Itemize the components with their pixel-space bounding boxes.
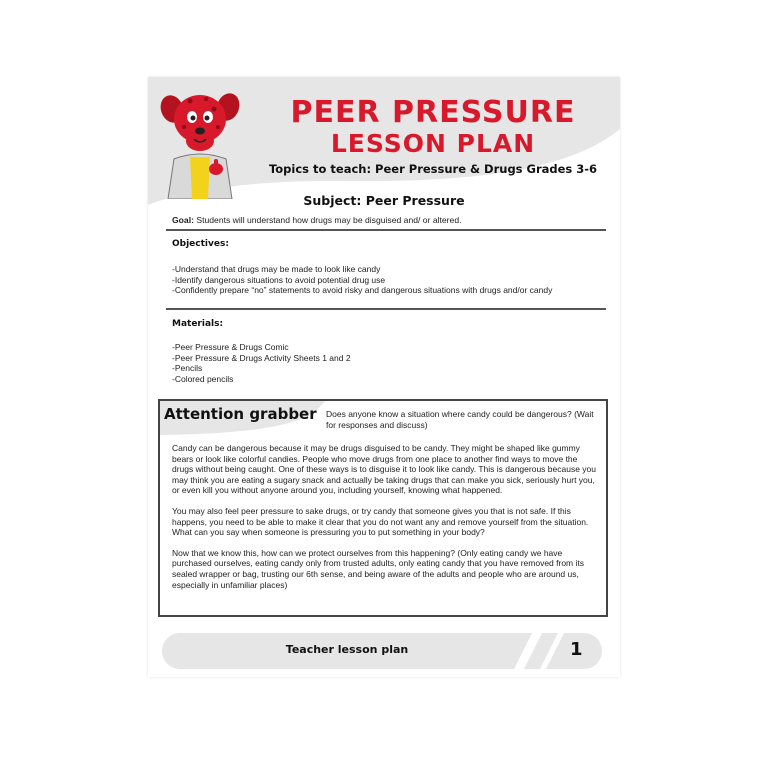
page-footer [162,633,602,669]
list-item: -Peer Pressure & Drugs Activity Sheets 1 and 2 [172,352,351,363]
title-line-1: PEER PRESSURE [290,95,576,130]
topics-line: Topics to teach: Peer Pressure & Drugs Grades 3-6 [268,162,598,176]
attention-grabber-title: Attention grabber [164,405,317,423]
list-item: -Peer Pressure & Drugs Comic [172,342,289,352]
subject-heading: Subject: Peer Pressure [303,193,465,208]
list-item: -Confidently prepare “no” statements to avoid risky and dangerous situations with drugs and/or candy [172,285,553,295]
lesson-plan-page [148,77,620,677]
objectives-label: Objectives: [172,239,229,249]
goal-line [172,215,612,225]
list-item: -Colored pencils [172,373,234,384]
goal-text: Students will understand how drugs may be disguised and/ or altered. [193,215,462,225]
footer-label: Teacher lesson plan [285,643,409,656]
materials-list [172,342,612,384]
materials-label: Materials: [172,319,224,329]
attention-grabber-box [158,399,608,617]
attention-question: Does anyone know a situation where candy could be dangerous? (Wait for responses and discuss) [326,409,594,430]
page-number: 1 [570,639,583,660]
list-item: -Understand that drugs may be made to look like candy [172,264,381,274]
attention-body [172,443,596,600]
body-paragraph: You may also feel peer pressure to sake drugs, or try candy that someone gives you that is not safe. If this happens, you need to be able to make it clear that you do not want any and remove yourself from the situation. What can you say when someone is pressuring you to put something in your body? [172,505,589,538]
dog-mascot-icon [160,87,240,199]
body-paragraph: Now that we know this, how can we protect ourselves from this happening? (Only eating candy we have purchased ourselves, eating candy only from trusted adults, only eating candy that you have removed from its sealed wrapper or bag, trusting our 6th sense, and being aware of the adults and people who are around us, especially in unfamiliar places) [172,547,585,590]
objectives-list [172,264,612,296]
list-item: -Identify dangerous situations to avoid potential drug use [172,274,386,285]
goal-label: Goal: [172,215,194,225]
divider-rule [166,308,606,310]
list-item: -Pencils [172,363,203,373]
divider-rule [166,229,606,231]
body-paragraph: Candy can be dangerous because it may be drugs disguised to be candy. They might be shaped like gummy bears or look like colorful candies. People who move drugs from one place to another find ways to move the drugs without being caught. One of these ways is to disguise it to look like candy. This is dangerous because you may think you are eating a sugary snack and actually be taking drugs that can make you sick, seriously hurt you, or even kill you without anyone around you, including yourself, knowing what happened. [172,443,596,496]
title-line-2: LESSON PLAN [330,129,536,158]
